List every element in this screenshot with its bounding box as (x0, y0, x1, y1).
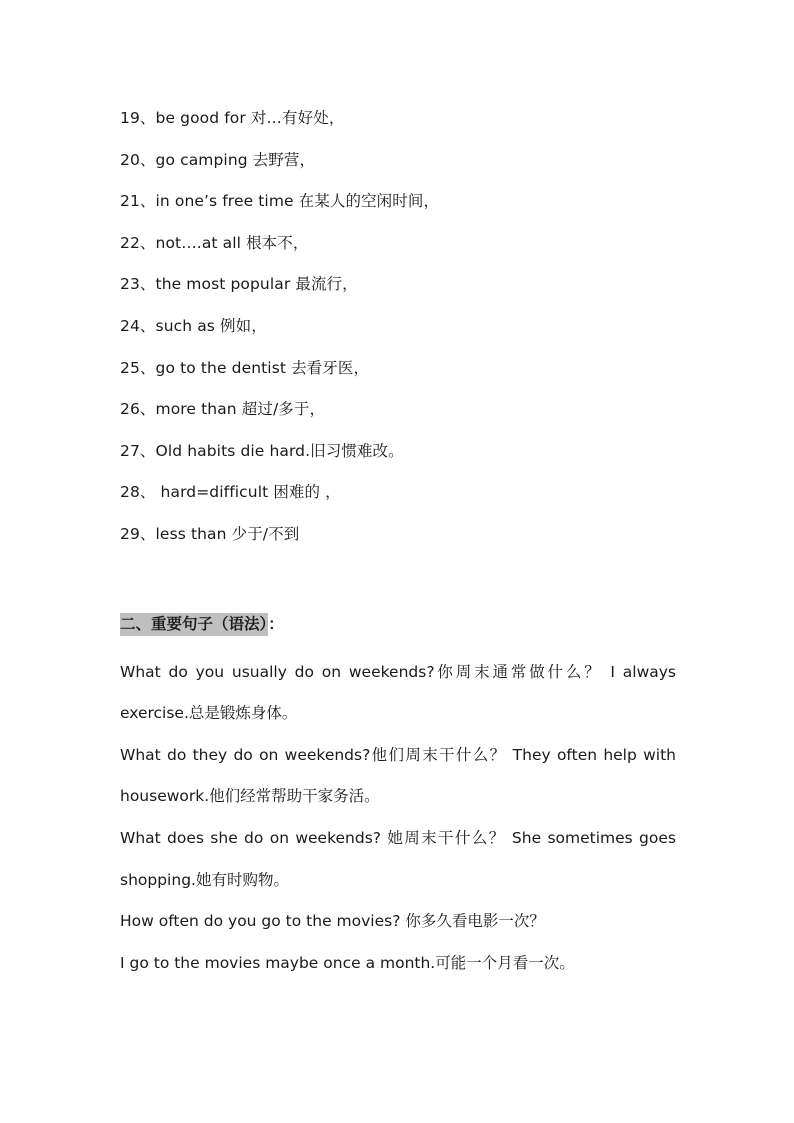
sentence-item: What does she do on weekends? 她周末干什么？ She sometimes goes shopping.她有时购物。 (120, 828, 676, 889)
phrase-item-19: 19、be good for 对…有好处， (120, 109, 345, 127)
phrase-item-24: 24、such as 例如， (120, 316, 267, 335)
section-heading (120, 610, 676, 638)
sentence-list (120, 652, 676, 985)
phrase-item-28: 28、 hard=difficult 困难的 ， (120, 483, 341, 502)
sentence-item: I go to the movies maybe once a month.可能一个月看一次。 (120, 953, 575, 972)
phrase-item-29: 29、less than 少于/不到 (120, 524, 300, 543)
phrase-item-26: 26、more than 超过/多于， (120, 400, 326, 419)
phrase-list (120, 104, 676, 562)
phrase-item-20: 20、go camping 去野营， (120, 150, 316, 169)
sentence-item: How often do you go to the movies? 你多久看电影一次？ (120, 912, 545, 931)
document-content (120, 104, 676, 984)
phrase-item-25: 25、go to the dentist 去看牙医， (120, 358, 370, 377)
section-heading-colon: ： (268, 614, 284, 633)
sentence-item: What do they do on weekends?他们周末干什么？ They often help with housework.他们经常帮助干家务活。 (120, 745, 676, 806)
sentence-item: What do you usually do on weekends?你周末通常做什么？ I always exercise.总是锻炼身体。 (120, 662, 676, 723)
phrase-item-27: 27、Old habits die hard.旧习惯难改。 (120, 441, 404, 460)
phrase-item-23: 23、the most popular 最流行， (120, 275, 358, 294)
phrase-item-21: 21、in one’s free time 在某人的空闲时间， (120, 192, 440, 211)
section-heading-highlight: 二、重要句子（语法） (120, 613, 268, 636)
phrase-item-22: 22、not….at all 根本不， (120, 233, 309, 252)
